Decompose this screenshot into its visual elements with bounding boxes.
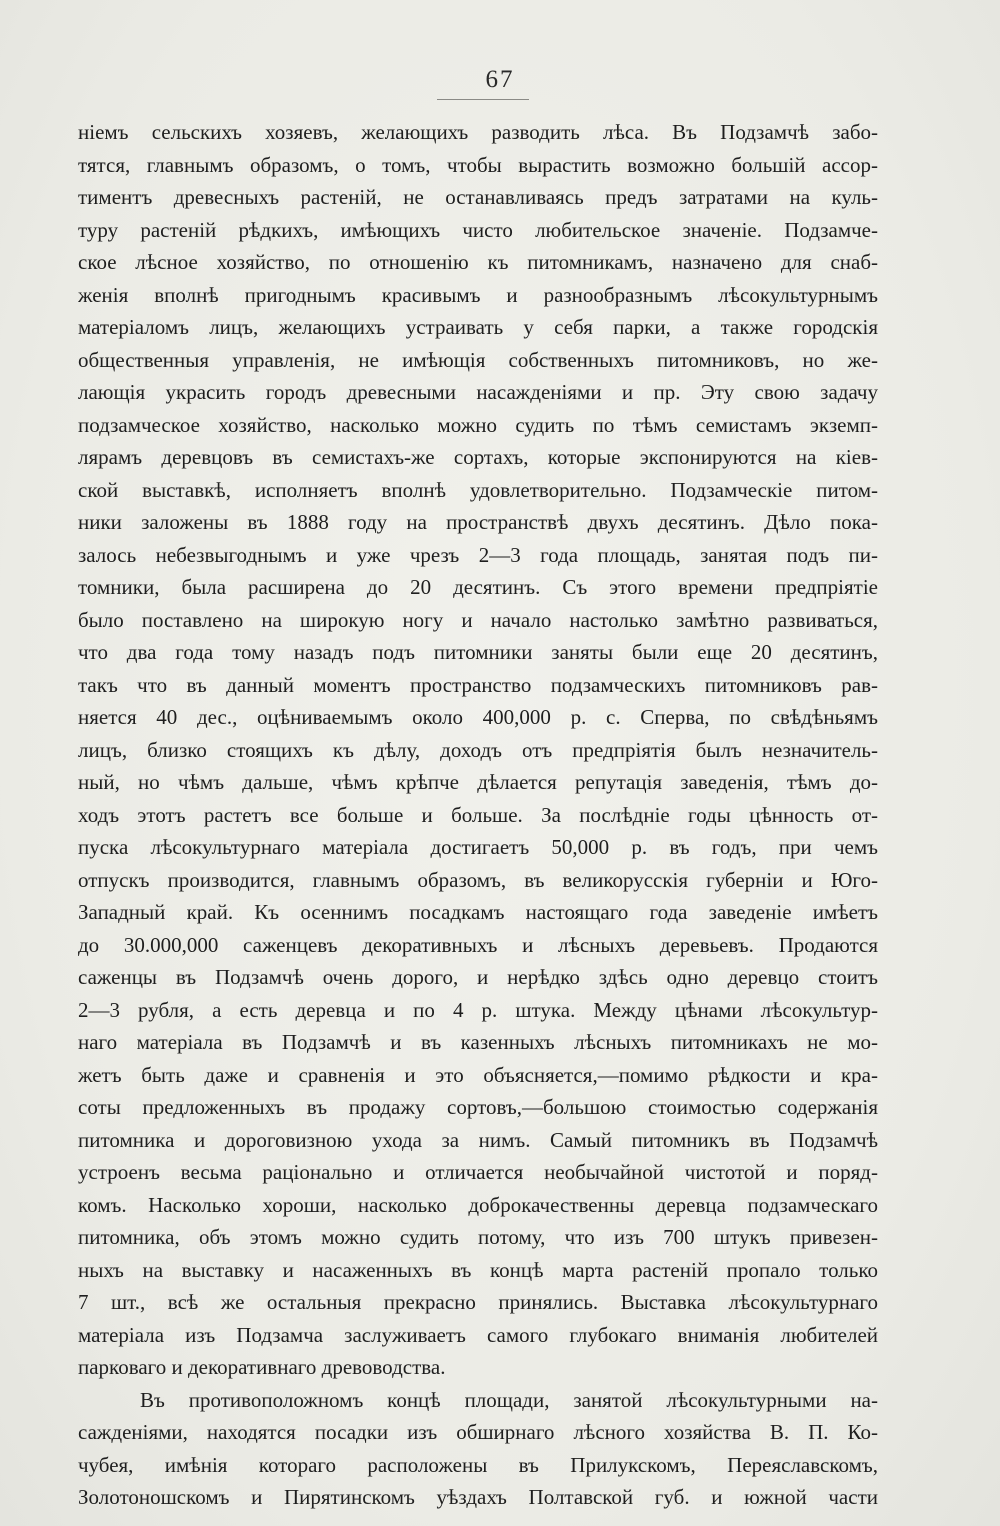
text-line: нiемъ сельскихъ хозяевъ, желающихъ разводить лѣса. Въ Подзамчѣ забо- [78,120,878,144]
text-line: тиментъ древесныхъ растенiй, не останавливаясь предъ затратами на куль- [78,185,878,209]
text-line: ходъ этотъ растетъ все больше и больше. За послѣднiе годы цѣнность от- [78,802,878,827]
text-line: Западный край. Къ осеннимъ посадкамъ настоящаго года заведенiе имѣетъ [78,900,878,924]
text-line: такъ что въ данный моментъ пространство подзамческихъ питомниковъ рав- [78,672,878,697]
text-line: питомника, объ этомъ можно судить потому, что изъ 700 штукъ привезен- [78,1225,878,1249]
text-line: жетъ быть даже и сравненiя и это объясняется,—помимо рѣдкости и кра- [78,1062,878,1087]
text-line: няется 40 дес., оцѣниваемымъ около 400,000 р. с. Сперва, по свѣдѣньямъ [78,705,878,729]
text-line: Золотоношскомъ и Пирятинскомъ уѣздахъ Полтавской губ. и южной части [78,1485,878,1509]
text-line: матерiала изъ Подзамча заслуживаетъ самого глубокаго вниманiя любителей [78,1322,878,1347]
page-number: 67 [485,66,515,93]
text-line: что два года тому назадъ подъ питомники заняты были еще 20 десятинъ, [78,640,878,664]
text-line: 7 шт., всѣ же остальныя прекрасно принялись. Выставка лѣсокультурнаго [78,1290,878,1314]
paragraph-first-line: Въ противоположномъ концѣ площади, занятой лѣсокультурными на- [140,1387,878,1412]
text-line: комъ. Насколько хороши, насколько доброкачественны деревца подзамческаго [78,1192,878,1217]
text-line: лярамъ деревцовъ въ семистахъ-же сортахъ, которые экспонируются на кiев- [78,445,878,469]
text-line: было поставлено на широкую ногу и начало настолько замѣтно развиваться, [78,607,878,632]
text-line: подзамческое хозяйство, насколько можно судить по тѣмъ семистамъ экземп- [78,412,878,437]
text-line: тятся, главнымъ образомъ, о томъ, чтобы вырастить возможно большiй ассор- [78,152,878,177]
body-text [78,116,878,1514]
text-line: пуска лѣсокультурнаго матерiала достигаетъ 50,000 р. въ годъ, при чемъ [78,835,878,859]
text-line: ской выставкѣ, исполняетъ вполнѣ удовлетворительно. Подзамческiе питом- [78,477,878,502]
text-line: ный, но чѣмъ дальше, чѣмъ крѣпче дѣлается репутацiя заведенiя, тѣмъ до- [78,770,878,794]
text-line: сажденiями, находятся посадки изъ обширнаго лѣсного хозяйства В. П. Ко- [78,1420,878,1444]
text-line: матерiаломъ лицъ, желающихъ устраивать у себя парки, а также городскiя [78,315,878,339]
text-line: чубея, имѣнiя котораго расположены въ Прилукскомъ, Переяславскомъ, [78,1452,878,1477]
text-line: отпускъ производится, главнымъ образомъ, въ великорусскiя губернiи и Юго- [78,867,878,892]
text-line: залось небезвыгоднымъ и уже чрезъ 2—3 года площадь, занятая подъ пи- [78,542,878,567]
text-line: наго матерiала въ Подзамчѣ и въ казенныхъ лѣсныхъ питомникахъ не мо- [78,1030,878,1054]
text-line: туру растенiй рѣдкихъ, имѣющихъ чисто любительское значенiе. Подзамче- [78,217,878,242]
text-line: до 30.000,000 саженцевъ декоративныхъ и лѣсныхъ деревьевъ. Продаются [78,932,878,957]
text-line: питомника и дороговизною ухода за нимъ. Самый питомникъ въ Подзамчѣ [78,1127,878,1152]
page-number-rule [437,99,529,100]
text-line: ское лѣсное хозяйство, по отношенiю къ питомникамъ, назначено для снаб- [78,250,878,274]
paragraph-last-line: парковаго и декоративнаго древоводства. [78,1355,446,1379]
text-line: соты предложенныхъ въ продажу сортовъ,—большою стоимостью содержанiя [78,1095,878,1119]
text-line: устроенъ весьма рацiонально и отличается необычайной чистотой и поряд- [78,1160,878,1184]
text-line: 2—3 рубля, а есть деревца и по 4 р. штука. Между цѣнами лѣсокультур- [78,997,878,1022]
text-line: женiя вполнѣ пригоднымъ красивымъ и разнообразнымъ лѣсокультурнымъ [78,282,878,307]
text-line: общественныя управленiя, не имѣющiя собственныхъ питомниковъ, но же- [78,347,878,372]
text-line: лающiя украсить городъ древесными насажденiями и пр. Эту свою задачу [78,380,878,404]
text-line: ныхъ на выставку и насаженныхъ въ концѣ марта растенiй пропало только [78,1257,878,1282]
text-line: саженцы въ Подзамчѣ очень дорого, и нерѣдко здѣсь одно деревцо стоитъ [78,965,878,989]
text-line: лицъ, близко стоящихъ къ дѣлу, доходъ отъ предпрiятiя былъ незначитель- [78,737,878,762]
text-line: ники заложены въ 1888 году на пространствѣ двухъ десятинъ. Дѣло пока- [78,510,878,534]
text-line: томники, была расширена до 20 десятинъ. Съ этого времени предпрiятiе [78,575,878,599]
